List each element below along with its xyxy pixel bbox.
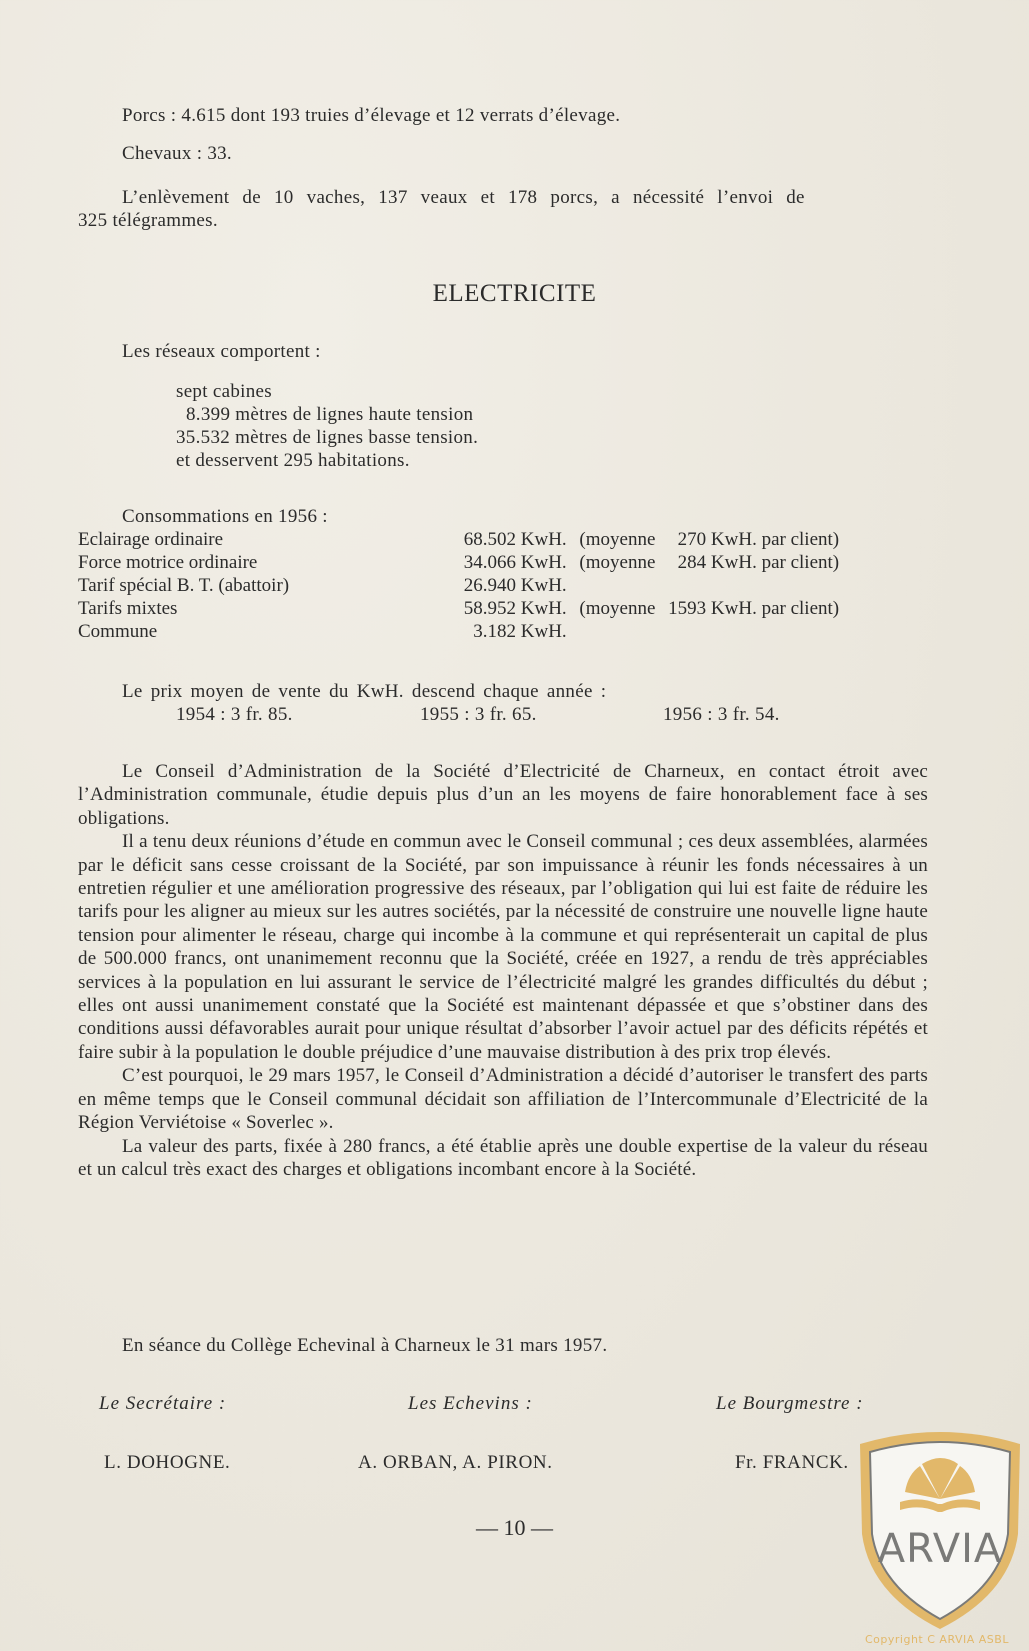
reseaux-item: 35.532 mètres de lignes basse tension. (176, 427, 479, 448)
page-number: — 10 — (476, 1515, 553, 1540)
avg-prefix: (moyenne (579, 598, 656, 619)
consommation-label: Eclairage ordinaire (78, 529, 224, 550)
paragraph: Il a tenu deux réunions d’étude en commun avec le Conseil communal ; ces deux assemblées, alarmées par le déficit sans cesse croissant de la Société, par son impuissance à réunir les fonds nécessaires à un entretien régulier et une amélioration progressive des réseaux, par l’obligation qui lui est faite de réduire les tarifs pour les aligner au mieux sur les autres sociétés, par la nécessité de construire une nouvelle ligne haute tension pour alimenter le réseau, charge qui incombe à la commune et qui représenterait un capital de plus de 500.000 francs, ont unanimement reconnu que la Société, créée en 1927, a rendu de très appréciables services à la population en lui assurant le service de l’électricité malgré les grandes difficultés du début ; elles ont aussi unanimement constaté que la Société est maintenant dépassée et que s’obstiner dans des conditions aussi défavorables aurait pour unique résultat d’absorber l’avoir actuel par des déficits répétés et faire subir à la population le double préjudice d’une mauvaise distribution à des prix trop élevés. (78, 831, 928, 1063)
prix-intro: Le prix moyen de vente du KwH. descend chaque année : (122, 681, 607, 702)
consommation-value: 3.182 (473, 621, 516, 642)
signature-name: A. ORBAN, A. PIRON. (358, 1452, 553, 1473)
consommation-value: 58.952 (463, 598, 516, 619)
avg-value: 270 (677, 529, 707, 550)
reseaux-intro: Les réseaux comportent : (122, 341, 321, 362)
signature-name: Fr. FRANCK. (735, 1452, 849, 1473)
enlevement-line-2: 325 télégrammes. (78, 210, 218, 231)
avg-suffix: KwH. par client) (710, 552, 840, 573)
seance-line: En séance du Collège Echevinal à Charneux le 31 mars 1957. (122, 1335, 608, 1356)
avg-prefix: (moyenne (579, 552, 656, 573)
avg-suffix: KwH. par client) (710, 598, 840, 619)
arvia-logo-icon (850, 1424, 1029, 1634)
signature-name: L. DOHOGNE. (104, 1452, 231, 1473)
prix-year: 1956 : 3 fr. 54. (663, 704, 780, 725)
porcs-line: Porcs : 4.615 dont 193 truies d’élevage et 12 verrats d’élevage. (122, 105, 621, 126)
signature-role: Le Bourgmestre : (716, 1393, 864, 1414)
consommation-value: 68.502 (463, 529, 516, 550)
consommations-heading: Consommations en 1956 : (122, 506, 328, 527)
paragraph: La valeur des parts, fixée à 280 francs, a été établie après une double expertise de la valeur du réseau et un calcul très exact des charges et obligations incombant encore à la Société. (78, 1135, 928, 1180)
reseaux-item: et desservent 295 habitations. (176, 450, 410, 471)
consommation-label: Force motrice ordinaire (78, 552, 258, 573)
paragraph: Le Conseil d’Administration de la Société d’Electricité de Charneux, en contact étroit avec l’Administration communale, étudie depuis plus d’un an les moyens de faire honorablement face à ses obligations. (78, 761, 928, 829)
avg-suffix: KwH. par client) (710, 529, 840, 550)
reseaux-item: sept cabines (176, 381, 272, 402)
consommation-unit: KwH. (520, 621, 567, 642)
consommation-unit: KwH. (520, 575, 567, 596)
enlevement-line-1: L’enlèvement de 10 vaches, 137 veaux et 178 porcs, a nécessité l’envoi de (122, 187, 805, 208)
logo-text: ARVIA (877, 1526, 1003, 1572)
chevaux-line: Chevaux : 33. (122, 143, 232, 164)
consommation-label: Tarif spécial B. T. (abattoir) (78, 575, 290, 596)
body-text (78, 760, 928, 1181)
consommation-label: Commune (78, 621, 158, 642)
consommation-value: 34.066 (463, 552, 516, 573)
consommation-unit: KwH. (520, 529, 567, 550)
avg-value: 1593 (668, 598, 707, 619)
prix-year: 1955 : 3 fr. 65. (420, 704, 537, 725)
consommation-value: 26.940 (463, 575, 516, 596)
signature-role: Le Secrétaire : (99, 1393, 227, 1414)
consommation-unit: KwH. (520, 598, 567, 619)
avg-prefix: (moyenne (579, 529, 656, 550)
prix-year: 1954 : 3 fr. 85. (176, 704, 293, 725)
consommation-unit: KwH. (520, 552, 567, 573)
section-title: ELECTRICITE (432, 280, 597, 307)
signature-role: Les Echevins : (408, 1393, 533, 1414)
paragraph: C’est pourquoi, le 29 mars 1957, le Conseil d’Administration a décidé d’autoriser le transfert des parts en même temps que le Conseil communal décidait son affiliation de l’Intercommunale d’Electricité de la Région Verviétoise « Soverlec ». (78, 1065, 928, 1134)
reseaux-item: 8.399 mètres de lignes haute tension (186, 404, 474, 425)
consommation-label: Tarifs mixtes (78, 598, 178, 619)
avg-value: 284 (677, 552, 707, 573)
copyright-text: Copyright C ARVIA ASBL (865, 1633, 1009, 1646)
